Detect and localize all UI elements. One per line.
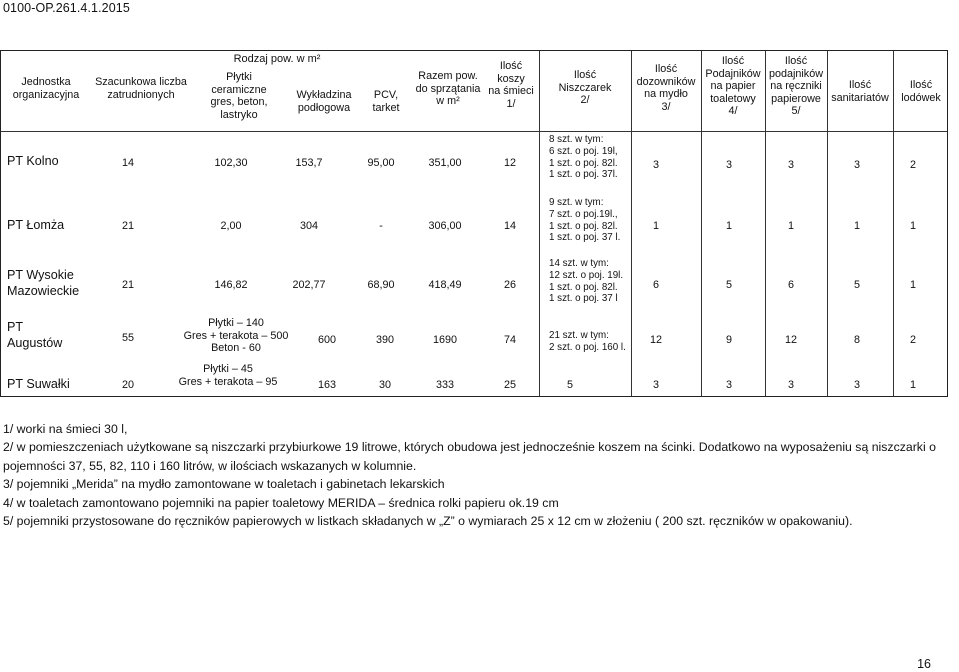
employee-count: 55 [121,332,134,344]
employee-count: 14 [121,157,134,169]
footnote-1: 1/ worki na śmieci 30 l, [3,422,128,436]
towel-dispensers: 12 [784,334,797,346]
footnote-5: 5/ pojemniki przystosowane do ręczników papierowych w listkach składanych w „Z” o wymiarach 25 x 12 cm w złożeniu ( 200 szt. ręczników w opakowaniu). [3,514,853,529]
soap-dispensers: 6 [652,279,659,291]
employee-count: 20 [121,379,134,391]
toilet-paper-dispensers: 1 [725,220,732,232]
bins-count: 12 [503,157,516,169]
unit-name: PT Łomża [7,218,65,232]
toilet-paper-dispensers: 3 [725,379,732,391]
col-header-lodowki: Ilość lodówek [901,79,941,104]
col-header-kosze: Ilość koszy na śmieci 1/ [488,60,534,110]
area-pcv: 30 [378,379,391,391]
area-total: 333 [435,379,454,391]
shredders-detail: 8 szt. w tym: 6 szt. o poj. 19l, 1 szt. o poj. 82l. 1 szt. o poj. 37l. [549,134,618,181]
col-header-podajniki-papier: Ilość Podajników na papier toaletowy 4/ [705,55,761,118]
area-total: 1690 [432,334,458,346]
bins-count: 14 [503,220,516,232]
bins-count: 25 [503,379,516,391]
footnotes [3,420,958,530]
col-header-plytki: Płytki ceramiczne gres, beton, lastryko [210,71,268,121]
area-wykladzina: 600 [317,334,336,346]
footnote-2: 2/ w pomieszczeniach użytkowane są niszczarki przybiurkowe 19 litrowe, których obudowa jest jednocześnie koszem na ścinki. Dodatkowo na wyposażeniu są niszczarki o pojemności 37, 55, 82, 110 i 160 litrów, w ilościach wskazanych w kolumnie. [3,440,936,473]
area-plytki: Płytki – 45 Gres + terakota – 95 [178,363,278,388]
area-wykladzina: 163 [317,379,336,391]
towel-dispensers: 1 [787,220,794,232]
sanitary-count: 1 [853,220,860,232]
col-header-sanitariaty: Ilość sanitariatów [831,79,889,104]
soap-dispensers: 3 [652,379,659,391]
area-plytki: 2,00 [220,220,242,232]
col-header-pcv: PCV, tarket [372,89,400,114]
area-pcv: 68,90 [367,279,395,291]
col-header-dozowniki: Ilość dozowników na mydło 3/ [636,63,696,113]
col-header-jednostka: Jednostka organizacyjna [12,76,80,101]
col-header-liczba: Szacunkowa liczba zatrudnionych [95,76,187,101]
area-plytki: 102,30 [214,157,248,169]
soap-dispensers: 3 [652,159,659,171]
shredders-detail: 14 szt. w tym: 12 szt. o poj. 19l. 1 szt. o poj. 82l. 1 szt. o poj. 37 l [549,258,624,305]
area-pcv: 95,00 [367,157,395,169]
shredders-detail: 21 szt. w tym: 2 szt. o poj. 160 l. [549,330,626,353]
inventory-table [0,50,948,397]
unit-name: PT Augustów [7,320,63,350]
shredders-detail: 5 [566,379,573,391]
bins-count: 74 [503,334,516,346]
employee-count: 21 [121,279,134,291]
unit-name: PT Suwałki [7,377,70,391]
toilet-paper-dispensers: 5 [725,279,732,291]
soap-dispensers: 12 [649,334,662,346]
footnote-4: 4/ w toaletach zamontowano pojemniki na papier toaletowy MERIDA – średnica rolki papieru ok.19 cm [3,495,559,510]
sanitary-count: 3 [853,379,860,391]
employee-count: 21 [121,220,134,232]
area-pcv: 390 [375,334,394,346]
area-pcv: - [379,220,383,232]
area-wykladzina: 153,7 [295,157,323,169]
fridge-count: 2 [909,334,916,346]
fridge-count: 1 [909,379,916,391]
fridge-count: 2 [909,159,916,171]
sanitary-count: 3 [853,159,860,171]
col-header-wykladzina: Wykładzina podłogowa [296,89,352,114]
col-header-group-area: Rodzaj pow. w m² [233,53,321,65]
area-wykladzina: 304 [299,220,318,232]
area-plytki: 146,82 [214,279,248,291]
col-header-niszczarki: Ilość Niszczarek 2/ [558,69,612,107]
unit-name: PT Kolno [7,154,59,168]
toilet-paper-dispensers: 9 [725,334,732,346]
bins-count: 26 [503,279,516,291]
toilet-paper-dispensers: 3 [725,159,732,171]
sanitary-count: 5 [853,279,860,291]
towel-dispensers: 3 [787,159,794,171]
unit-name: PT Wysokie Mazowieckie [7,268,80,298]
fridge-count: 1 [909,220,916,232]
area-total: 351,00 [428,157,462,169]
sanitary-count: 8 [853,334,860,346]
towel-dispensers: 6 [787,279,794,291]
shredders-detail: 9 szt. w tym: 7 szt. o poj.19l., 1 szt. o poj. 82l. 1 szt. o poj. 37 l. [549,197,621,244]
col-header-razem: Razem pow. do sprzątania w m² [415,70,481,108]
header-divider [1,131,947,132]
area-wykladzina: 202,77 [292,279,326,291]
area-total: 306,00 [428,220,462,232]
fridge-count: 1 [909,279,916,291]
area-total: 418,49 [428,279,462,291]
soap-dispensers: 1 [652,220,659,232]
col-header-podajniki-reczniki: Ilość podajników na ręczniki papierowe 5/ [768,55,824,118]
footnote-3: 3/ pojemniki „Merida” na mydło zamontowane w toaletach i gabinetach lekarskich [3,477,445,492]
area-plytki: Płytki – 140 Gres + terakota – 500 Beton - 60 [183,317,289,355]
document-id: 0100-OP.261.4.1.2015 [3,1,130,15]
page-number: 16 [917,657,931,671]
towel-dispensers: 3 [787,379,794,391]
